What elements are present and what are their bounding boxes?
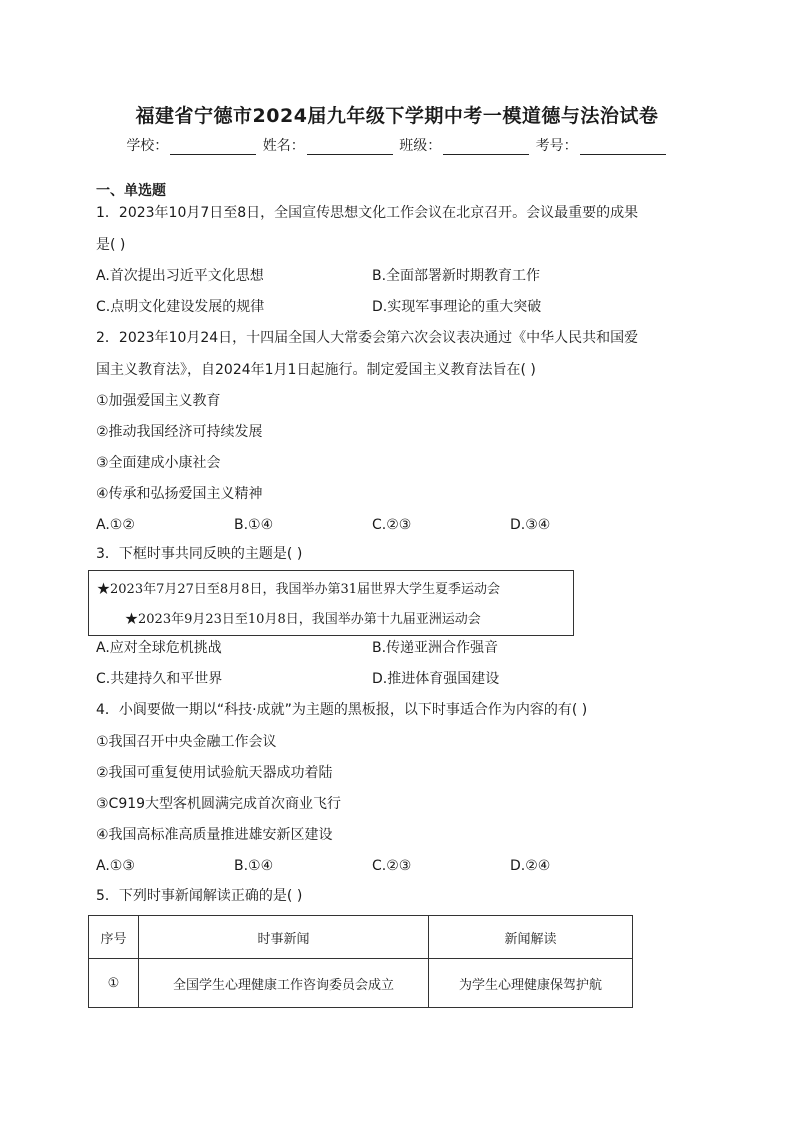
q1-stem-line2: 是( ) [96, 237, 126, 253]
class-blank[interactable] [443, 140, 529, 155]
q3-option-b[interactable]: B.传递亚洲合作强音 [372, 640, 499, 656]
q5-stem: 5．下列时事新闻解读正确的是( ) [96, 888, 303, 904]
table-header-cell: 新闻解读 [429, 916, 633, 959]
table-cell: 为学生心理健康保驾护航 [429, 959, 633, 1008]
q2-option-b[interactable]: B.①④ [234, 517, 274, 533]
q3-option-c[interactable]: C.共建持久和平世界 [96, 671, 223, 687]
q2-item-2: ②推动我国经济可持续发展 [96, 424, 263, 440]
q5-news-table [88, 915, 633, 1008]
section-heading: 一、单选题 [96, 183, 166, 199]
student-info-line [0, 135, 794, 155]
table-header-row [89, 916, 633, 959]
q2-stem-line1: 2．2023年10月24日，十四届全国人大常委会第六次会议表决通过《中华人民共和国爱 [96, 330, 639, 346]
q4-option-c[interactable]: C.②③ [372, 858, 412, 874]
q3-stem: 3．下框时事共同反映的主题是( ) [96, 546, 303, 562]
class-label: 班级： [399, 138, 442, 154]
q2-stem-line2: 国主义教育法》，自2024年1月1日起施行。制定爱国主义教育法旨在( ) [96, 362, 536, 378]
q4-item-4: ④我国高标准高质量推进雄安新区建设 [96, 827, 333, 843]
q2-option-d[interactable]: D.③④ [510, 517, 551, 533]
school-label: 学校： [126, 138, 169, 154]
name-label: 姓名： [262, 138, 305, 154]
q3-box-line-2: ★2023年9月23日至10月8日，我国举办第十九届亚洲运动会 [125, 612, 481, 627]
q4-option-d[interactable]: D.②④ [510, 858, 551, 874]
table-cell: 全国学生心理健康工作咨询委员会成立 [139, 959, 429, 1008]
q1-option-b[interactable]: B.全面部署新时期教育工作 [372, 268, 541, 284]
q2-option-c[interactable]: C.②③ [372, 517, 412, 533]
q1-option-c[interactable]: C.点明文化建设发展的规律 [96, 299, 265, 315]
exam-number-label: 考号： [535, 138, 578, 154]
q2-option-a[interactable]: A.①② [96, 517, 135, 533]
q1-option-d[interactable]: D.实现军事理论的重大突破 [372, 299, 542, 315]
q4-item-3: ③C919大型客机圆满完成首次商业飞行 [96, 796, 342, 812]
table-cell: ① [89, 959, 139, 1008]
table-header-cell: 时事新闻 [139, 916, 429, 959]
q2-item-4: ④传承和弘扬爱国主义精神 [96, 486, 263, 502]
q3-box-line-1: ★2023年7月27日至8月8日，我国举办第31届世界大学生夏季运动会 [97, 582, 500, 597]
q4-option-b[interactable]: B.①④ [234, 858, 274, 874]
q4-item-1: ①我国召开中央金融工作会议 [96, 734, 277, 750]
q4-stem: 4．小阆要做一期以“科技·成就”为主题的黑板报，以下时事适合作为内容的有( ) [96, 702, 588, 718]
q4-option-a[interactable]: A.①③ [96, 858, 135, 874]
table-row [89, 959, 633, 1008]
q2-item-1: ①加强爱国主义教育 [96, 393, 221, 409]
table-header-cell: 序号 [89, 916, 139, 959]
q1-stem-line1: 1．2023年10月7日至8日，全国宣传思想文化工作会议在北京召开。会议最重要的成果 [96, 205, 639, 221]
exam-number-blank[interactable] [580, 140, 666, 155]
q3-option-d[interactable]: D.推进体育强国建设 [372, 671, 500, 687]
q3-option-a[interactable]: A.应对全球危机挑战 [96, 640, 222, 656]
q2-item-3: ③全面建成小康社会 [96, 455, 221, 471]
exam-title: 福建省宁德市2024届九年级下学期中考一模道德与法治试卷 [135, 105, 659, 127]
q1-option-a[interactable]: A.首次提出习近平文化思想 [96, 268, 264, 284]
name-blank[interactable] [307, 140, 393, 155]
q4-item-2: ②我国可重复使用试验航天器成功着陆 [96, 765, 333, 781]
q3-news-box [88, 570, 574, 636]
school-blank[interactable] [170, 140, 256, 155]
